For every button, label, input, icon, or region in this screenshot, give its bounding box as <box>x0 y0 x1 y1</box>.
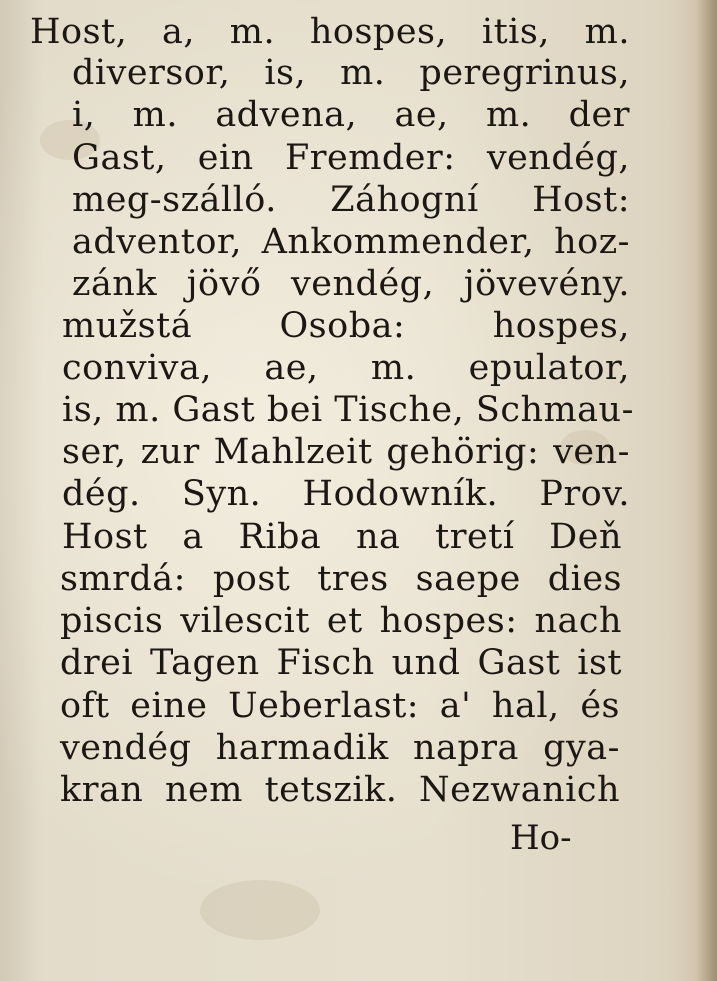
entry-line: drei Tagen Fisch und Gast ist <box>60 643 622 683</box>
entry-line: kran nem tetszik. Nezwanich <box>60 770 620 810</box>
entry-line: adventor, Ankommender, hoz- <box>72 222 630 262</box>
entry-line: Host, a, m. hospes, itis, m. <box>30 12 630 52</box>
catchword: Ho- <box>510 818 572 858</box>
entry-line: vendég harmadik napra gya- <box>60 728 620 768</box>
entry-line: diversor, is, m. peregrinus, <box>72 53 630 93</box>
entry-line: ser, zur Mahlzeit gehörig: ven- <box>62 432 630 472</box>
entry-line: dég. Syn. Hodowník. Prov. <box>62 474 630 514</box>
entry-line: piscis vilescit et hospes: nach <box>60 601 622 641</box>
entry-line: zánk jövő vendég, jövevény. <box>72 264 630 304</box>
entry-line: is, m. Gast bei Tische, Schmau- <box>62 390 634 430</box>
entry-line: mužstá Osoba: hospes, <box>62 306 630 346</box>
paper-stain <box>200 880 320 940</box>
entry-line: oft eine Ueberlast: a' hal, és <box>60 686 620 726</box>
entry-line: Gast, ein Fremder: vendég, <box>72 138 630 178</box>
entry-line: Host a Riba na tretí Deň <box>62 517 622 557</box>
page-edge-shadow <box>695 0 717 981</box>
entry-line: meg-szálló. Záhogní Host: <box>72 180 630 220</box>
entry-line: i, m. advena, ae, m. der <box>72 95 630 135</box>
entry-line: conviva, ae, m. epulator, <box>62 348 630 388</box>
entry-line: smrdá: post tres saepe dies <box>60 559 622 599</box>
